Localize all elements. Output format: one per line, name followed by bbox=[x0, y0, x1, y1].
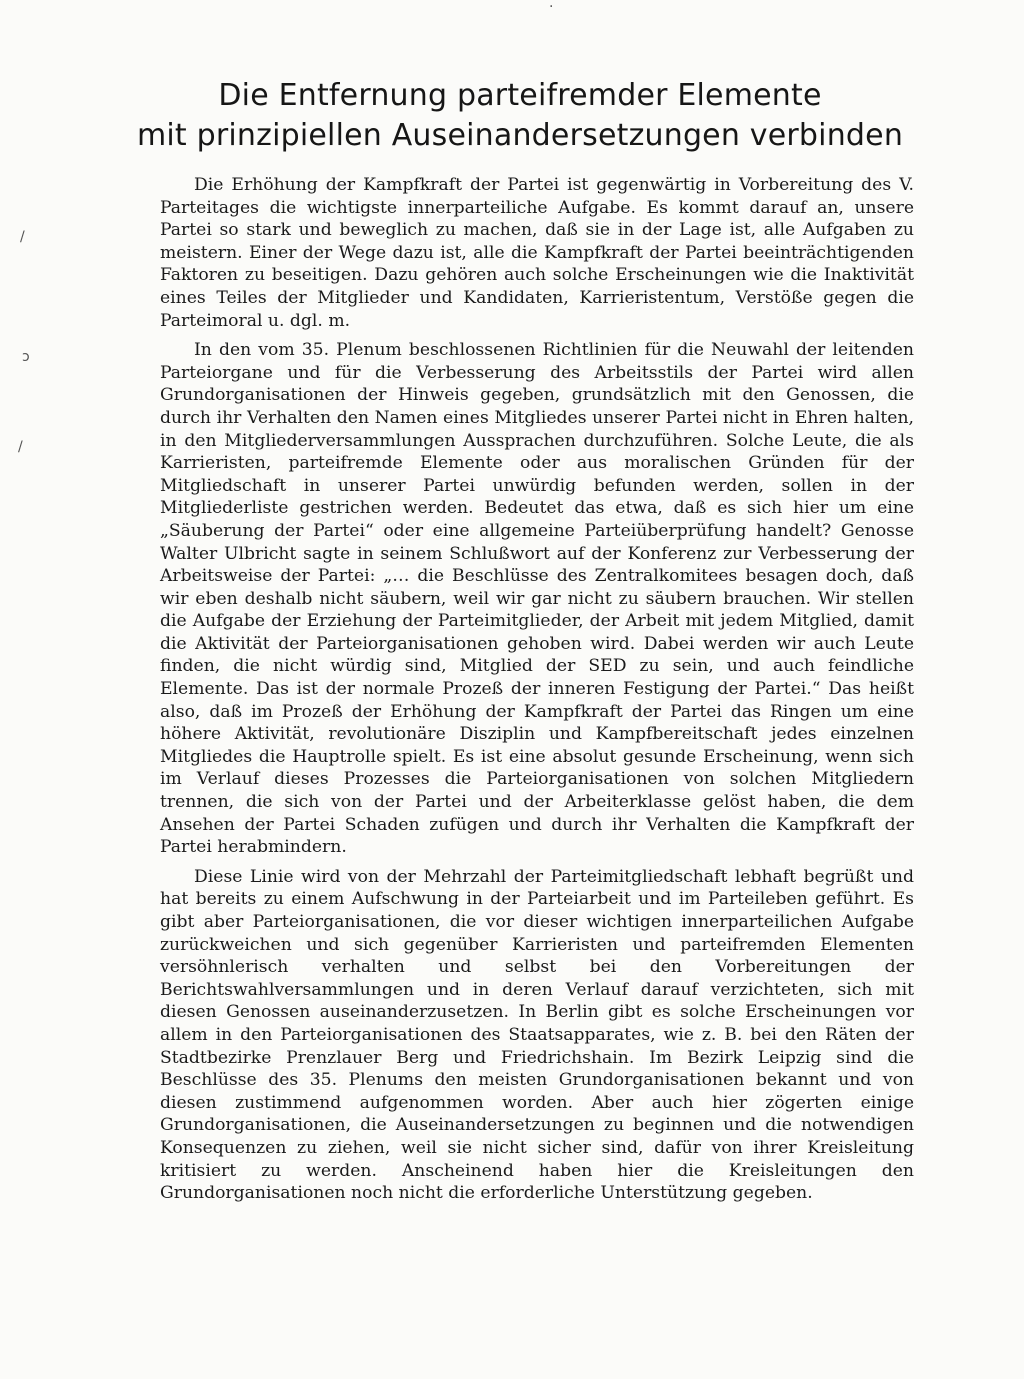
paragraph-1: Die Erhöhung der Kampfkraft der Partei ist gegenwärtig in Vorbereitung des V. Parteitages die wichtigste innerparteiliche Aufgabe. Es kommt darauf an, unsere Partei so stark und beweglich zu machen, daß sie in der Lage ist, alle Aufgaben zu meistern. Einer der Wege dazu ist, alle die Kampfkraft der Partei beeinträchtigenden Faktoren zu beseitigen. Dazu gehören auch solche Erscheinungen wie die Inaktivität eines Teiles der Mitglieder und Kandidaten, Karrieristentum, Verstöße gegen die Parteimoral u. dgl. m. bbox=[160, 175, 914, 331]
margin-mark-icon: ↄ bbox=[22, 349, 30, 365]
page-title bbox=[120, 76, 920, 156]
title-line-1: Die Entfernung parteifremder Elemente bbox=[218, 78, 822, 113]
paragraph-2: In den vom 35. Plenum beschlossenen Richtlinien für die Neuwahl der leitenden Parteiorgane und für die Verbesserung des Arbeitsstils der Partei wird allen Grundorganisationen der Hinweis gegeben, grundsätzlich mit den Genossen, die durch ihr Verhalten den Namen eines Mitgliedes unserer Partei nicht in Ehren halten, in den Mitgliederversammlungen Aussprachen durchzuführen. Solche Leute, die als Karrieristen, parteifremde Elemente oder aus moralischen Gründen für der Mitgliedschaft in unserer Partei unwürdig befunden werden, sollen in der Mitgliederliste gestrichen werden. Bedeutet das etwa, daß es sich hier um eine „Säuberung der Partei“ oder eine allgemeine Parteiüberprüfung handelt? Genosse Walter Ulbricht sagte in seinem Schlußwort auf der Konferenz zur Verbesserung der Arbeitsweise der Partei: „… die Beschlüsse des Zentralkomitees besagen doch, daß wir eben deshalb nicht säubern, weil wir gar nicht zu säubern brauchen. Wir stellen die Aufgabe der Erziehung der Parteimitglieder, der Arbeit mit jedem Mitglied, damit die Aktivität der Parteiorganisationen gehoben wird. Dabei werden wir auch Leute finden, die nicht würdig sind, Mitglied der SED zu sein, und auch feindliche Elemente. Das ist der normale Prozeß der inneren Festigung der Partei.“ Das heißt also, daß im Prozeß der Erhöhung der Kampfkraft der Partei das Ringen um eine höhere Aktivität, revolutionäre Disziplin und Kampfbereitschaft jedes einzelnen Mitgliedes die Hauptrolle spielt. Es ist eine absolut gesunde Erscheinung, wenn sich im Verlauf dieses Prozesses die Parteiorganisationen von solchen Mitgliedern trennen, die sich von der Partei und der Arbeiterklasse gelöst haben, die dem Ansehen der Partei Schaden zufügen und durch ihr Verhalten die Kampfkraft der Partei herabmindern. bbox=[160, 340, 914, 858]
margin-mark-icon: · bbox=[549, 0, 554, 15]
paragraph-3: Diese Linie wird von der Mehrzahl der Parteimitgliedschaft lebhaft begrüßt und hat bereits zu einem Aufschwung in der Parteiarbeit und im Parteileben geführt. Es gibt aber Parteiorganisationen, die vor dieser wichtigen innerparteilichen Aufgabe zurückweichen und sich gegenüber Karrieristen und parteifremden Elementen versöhnlerisch verhalten und selbst bei den Vorbereitungen der Berichtswahlversammlungen und in deren Verlauf darauf verzichteten, sich mit diesen Genossen auseinanderzusetzen. In Berlin gibt es solche Erscheinungen vor allem in den Parteiorganisationen des Staatsapparates, wie z. B. bei den Räten der Stadtbezirke Prenzlauer Berg und Friedrichshain. Im Bezirk Leipzig sind die Beschlüsse des 35. Plenums den meisten Grundorganisationen bekannt und von diesen zustimmend aufgenommen worden. Aber auch hier zögerten einige Grundorganisationen, die Auseinandersetzungen zu beginnen und die notwendigen Konsequenzen zu ziehen, weil sie nicht sicher sind, dafür von ihrer Kreisleitung kritisiert zu werden. Anscheinend haben hier die Kreisleitungen den Grundorganisationen noch nicht die erforderliche Unterstützung gegeben. bbox=[160, 866, 914, 1204]
margin-mark-icon: / bbox=[18, 439, 23, 455]
margin-mark-icon: / bbox=[20, 229, 25, 245]
article-body bbox=[160, 174, 914, 1205]
title-line-2: mit prinzipiellen Auseinandersetzungen verbinden bbox=[136, 118, 904, 153]
